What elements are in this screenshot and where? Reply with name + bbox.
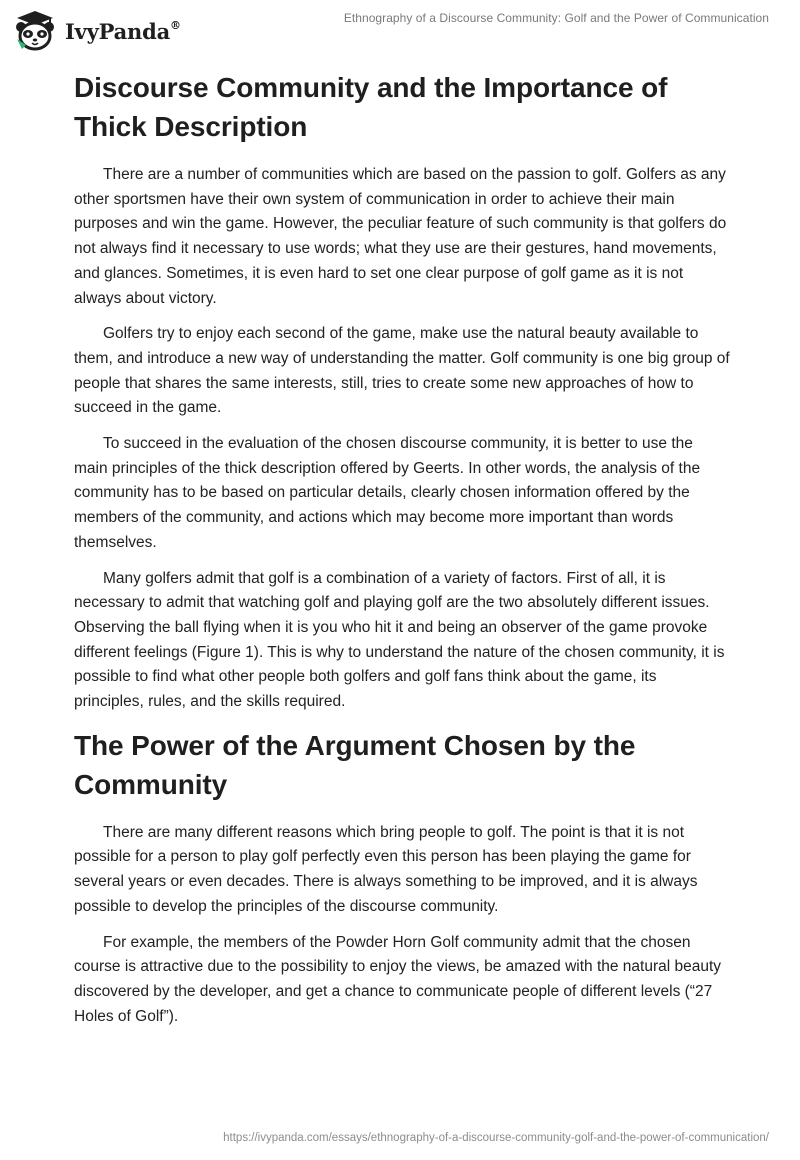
ivypanda-logo[interactable] bbox=[13, 9, 213, 53]
document-title: Ethnography of a Discourse Community: Golf and the Power of Communication bbox=[343, 11, 769, 25]
essay-body bbox=[74, 68, 730, 1040]
paragraph: To succeed in the evaluation of the chosen discourse community, it is better to use the main principles of the thick description offered by Geerts. In other words, the analysis of the community has to be based on particular details, clearly chosen information offered by the members of the community, and actions which may become more important than words themselves. bbox=[74, 435, 701, 551]
source-url[interactable]: https://ivypanda.com/essays/ethnography-of-a-discourse-community-golf-and-the-power-of-communication/ bbox=[223, 1132, 769, 1144]
panda-icon bbox=[13, 9, 59, 53]
paragraph: For example, the members of the Powder Horn Golf community admit that the chosen course is attractive due to the possibility to enjoy the views, be amazed with the natural beauty discovered by the developer, and get a chance to communicate people of different levels (“27 Holes of Golf”). bbox=[74, 933, 722, 1025]
paragraph: Many golfers admit that golf is a combination of a variety of factors. First of all, it is necessary to admit that watching golf and playing golf are the two absolutely different issues. Observing the ball flying when it is you who hit it and being an observer of the game provoke different feelings (Figure 1). This is why to understand the nature of the chosen community, it is possible to find what other people both golfers and golf fans think about the game, its principles, rules, and the skills required. bbox=[74, 569, 725, 711]
paragraph: Golfers try to enjoy each second of the game, make use the natural beauty available to them, and introduce a new way of understanding the matter. Golf community is one big group of people that shares the same interests, still, tries to create some new approaches of how to succeed in the game. bbox=[74, 325, 730, 417]
paragraph: There are a number of communities which are based on the passion to golf. Golfers as any other sportsmen have their own system of communication in order to achieve their main purposes and win the game. However, the peculiar feature of such community is that golfers do not always find it necessary to use words; what they use are their gestures, hand movements, and glances. Sometimes, it is even hard to set one clear purpose of golf game as it is not always about victory. bbox=[74, 166, 727, 307]
page-header bbox=[0, 0, 800, 60]
paragraph: There are many different reasons which bring people to golf. The point is that it is not possible for a person to play golf perfectly even this person has been playing the game for several years or even decades. There is always something to be improved, and it is always possible to develop the principles of the discourse community. bbox=[74, 823, 698, 915]
section-heading: The Power of the Argument Chosen by the Community bbox=[74, 729, 636, 800]
section-heading: Discourse Community and the Importance of Thick Description bbox=[74, 72, 668, 142]
brand-name: IvyPanda® bbox=[65, 19, 181, 44]
